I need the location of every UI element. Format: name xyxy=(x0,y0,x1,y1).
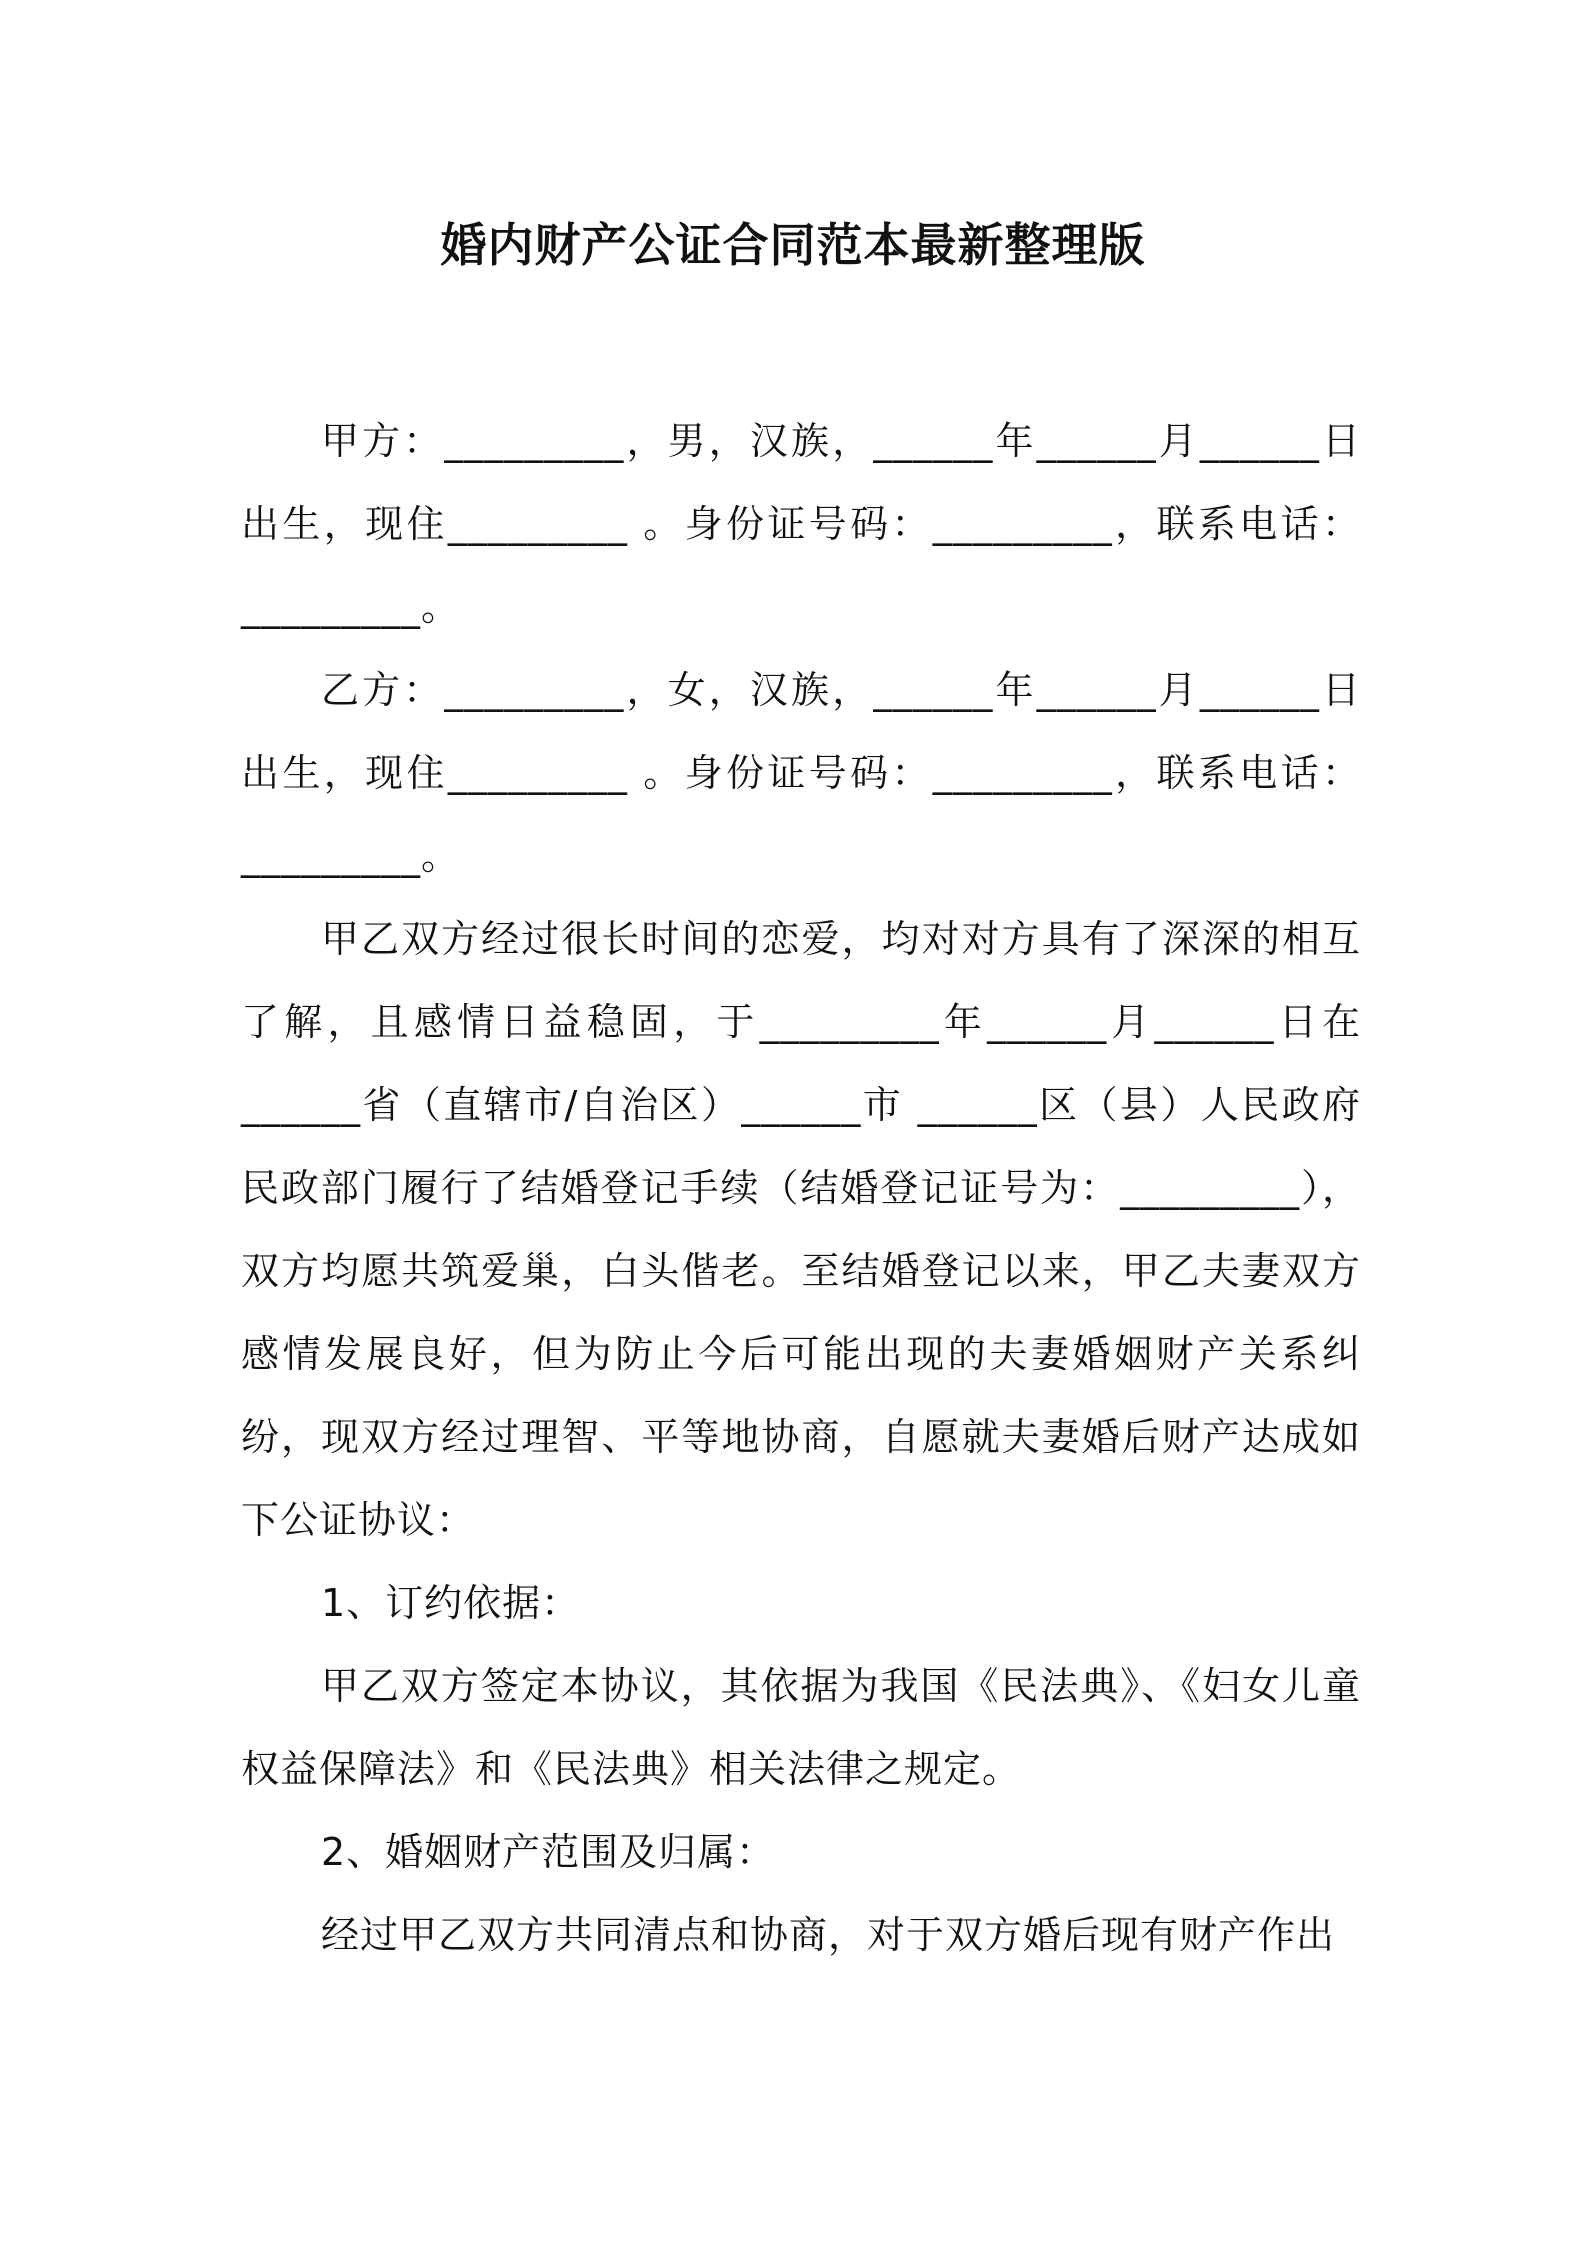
background-paragraph: 甲乙双方经过很长时间的恋爱，均对对方具有了深深的相互了解，且感情日益稳固，于_________年______月______日在______省（直辖市/自治区）______市 ______区（县）人民政府民政部门履行了结婚登记手续（结婚登记证号为：_________），双方均愿共筑爱巢，白头偕老。至结婚登记以来，甲乙夫妻双方感情发展良好，但为防止今后可能出现的夫妻婚姻财产关系纠纷，现双方经过理智、平等地协商，自愿就夫妻婚后财产达成如下公证协议： xyxy=(241,917,1361,1542)
section-1-heading: 1、订约依据： xyxy=(321,1581,581,1625)
party-b-paragraph: 乙方：_________，女，汉族，______年______月______日出生，现住_________ 。身份证号码：_________，联系电话：_________。 xyxy=(241,668,1361,878)
document-title: 婚内财产公证合同范本最新整理版 xyxy=(440,218,1146,272)
section-2-heading: 2、婚姻财产范围及归属： xyxy=(321,1830,776,1874)
section-2-body: 经过甲乙双方共同清点和协商，对于双方婚后现有财产作出 xyxy=(321,1913,1336,1957)
section-1-body: 甲乙双方签定本协议，其依据为我国《民法典》、《妇女儿童权益保障法》和《民法典》相关法律之规定。 xyxy=(241,1664,1361,1791)
party-a-paragraph: 甲方：_________，男，汉族，______年______月______日出生，现住_________ 。身份证号码：_________，联系电话：_________。 xyxy=(241,419,1361,629)
document-body xyxy=(241,400,1361,1977)
